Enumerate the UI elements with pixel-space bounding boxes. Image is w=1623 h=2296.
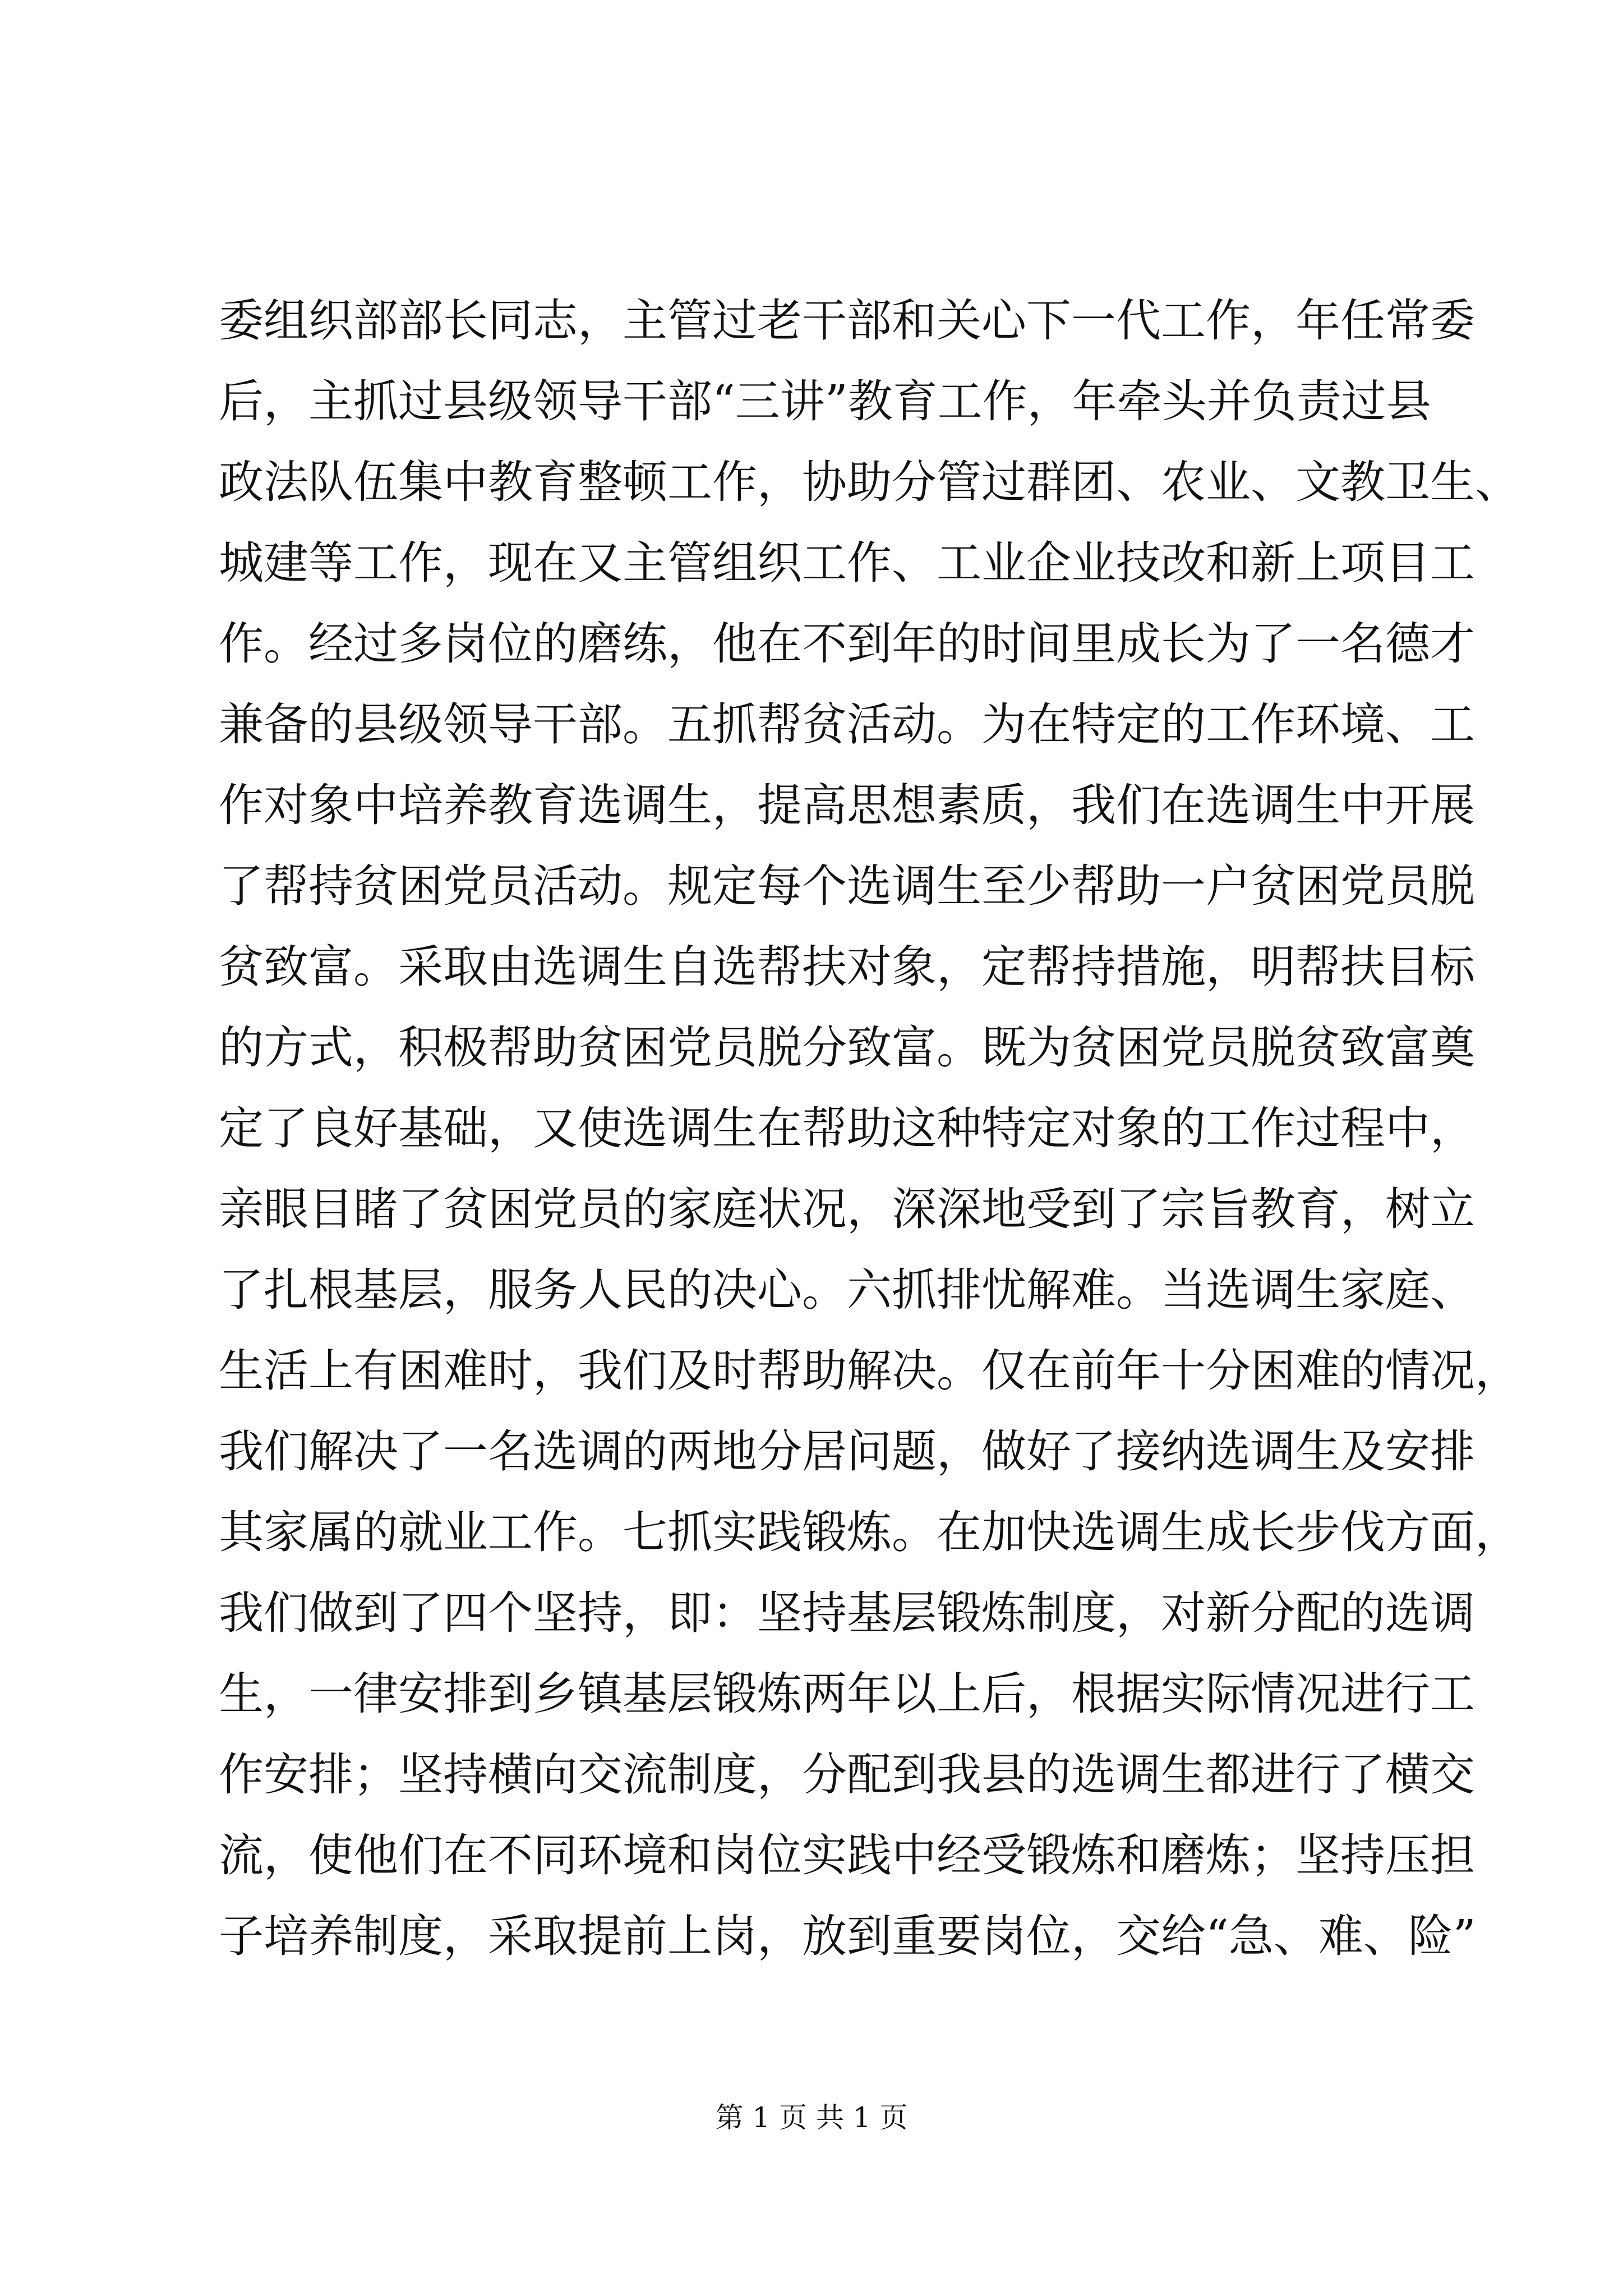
text-line: 作安排；坚持横向交流制度，分配到我县的选调生都进行了横交 <box>219 1749 1475 1801</box>
page-footer <box>0 2098 1623 2137</box>
page-number-label: 第 1 页 共 1 页 <box>715 2101 908 2134</box>
text-line: 流，使他们在不同环境和岗位实践中经受锻炼和磨炼；坚持压担 <box>219 1829 1475 1881</box>
text-line: 作。经过多岗位的磨练，他在不到年的时间里成长为了一名德才 <box>219 618 1475 670</box>
text-line: 生，一律安排到乡镇基层锻炼两年以上后，根据实际情况进行工 <box>219 1668 1475 1720</box>
text-line: 政法队伍集中教育整顿工作，协助分管过群团、农业、文教卫生、 <box>219 456 1520 508</box>
text-line: 我们做到了四个坚持，即：坚持基层锻炼制度，对新分配的选调 <box>219 1587 1475 1639</box>
text-line: 作对象中培养教育选调生，提高思想素质，我们在选调生中开展 <box>219 779 1475 831</box>
text-line: 的方式，积极帮助贫困党员脱分致富。既为贫困党员脱贫致富奠 <box>219 1022 1475 1074</box>
text-line: 生活上有困难时，我们及时帮助解决。仅在前年十分困难的情况， <box>219 1345 1520 1397</box>
text-line: 城建等工作，现在又主管组织工作、工业企业技改和新上项目工 <box>219 537 1475 589</box>
text-line: 贫致富。采取由选调生自选帮扶对象，定帮持措施，明帮扶目标 <box>219 941 1475 993</box>
text-line: 定了良好基础，又使选调生在帮助这种特定对象的工作过程中， <box>219 1102 1475 1154</box>
text-line: 兼备的县级领导干部。五抓帮贫活动。为在特定的工作环境、工 <box>219 698 1475 751</box>
text-line: 了扎根基层，服务人民的决心。六抓排忧解难。当选调生家庭、 <box>219 1264 1475 1316</box>
text-line: 委组织部部长同志，主管过老干部和关心下一代工作，年任常委 <box>219 295 1475 347</box>
body-text <box>219 280 1520 1977</box>
text-line: 了帮持贫困党员活动。规定每个选调生至少帮助一户贫困党员脱 <box>219 860 1475 912</box>
text-line: 我们解决了一名选调的两地分居问题，做好了接纳选调生及安排 <box>219 1425 1475 1478</box>
text-line: 其家属的就业工作。七抓实践锻炼。在加快选调生成长步伐方面， <box>219 1506 1520 1558</box>
text-line: 亲眼目睹了贫困党员的家庭状况，深深地受到了宗旨教育，树立 <box>219 1183 1475 1235</box>
text-line: 子培养制度，采取提前上岗，放到重要岗位，交给“急、难、险” <box>219 1910 1476 1962</box>
text-line: 后，主抓过县级领导干部“三讲”教育工作，年牵头并负责过县 <box>219 375 1431 427</box>
